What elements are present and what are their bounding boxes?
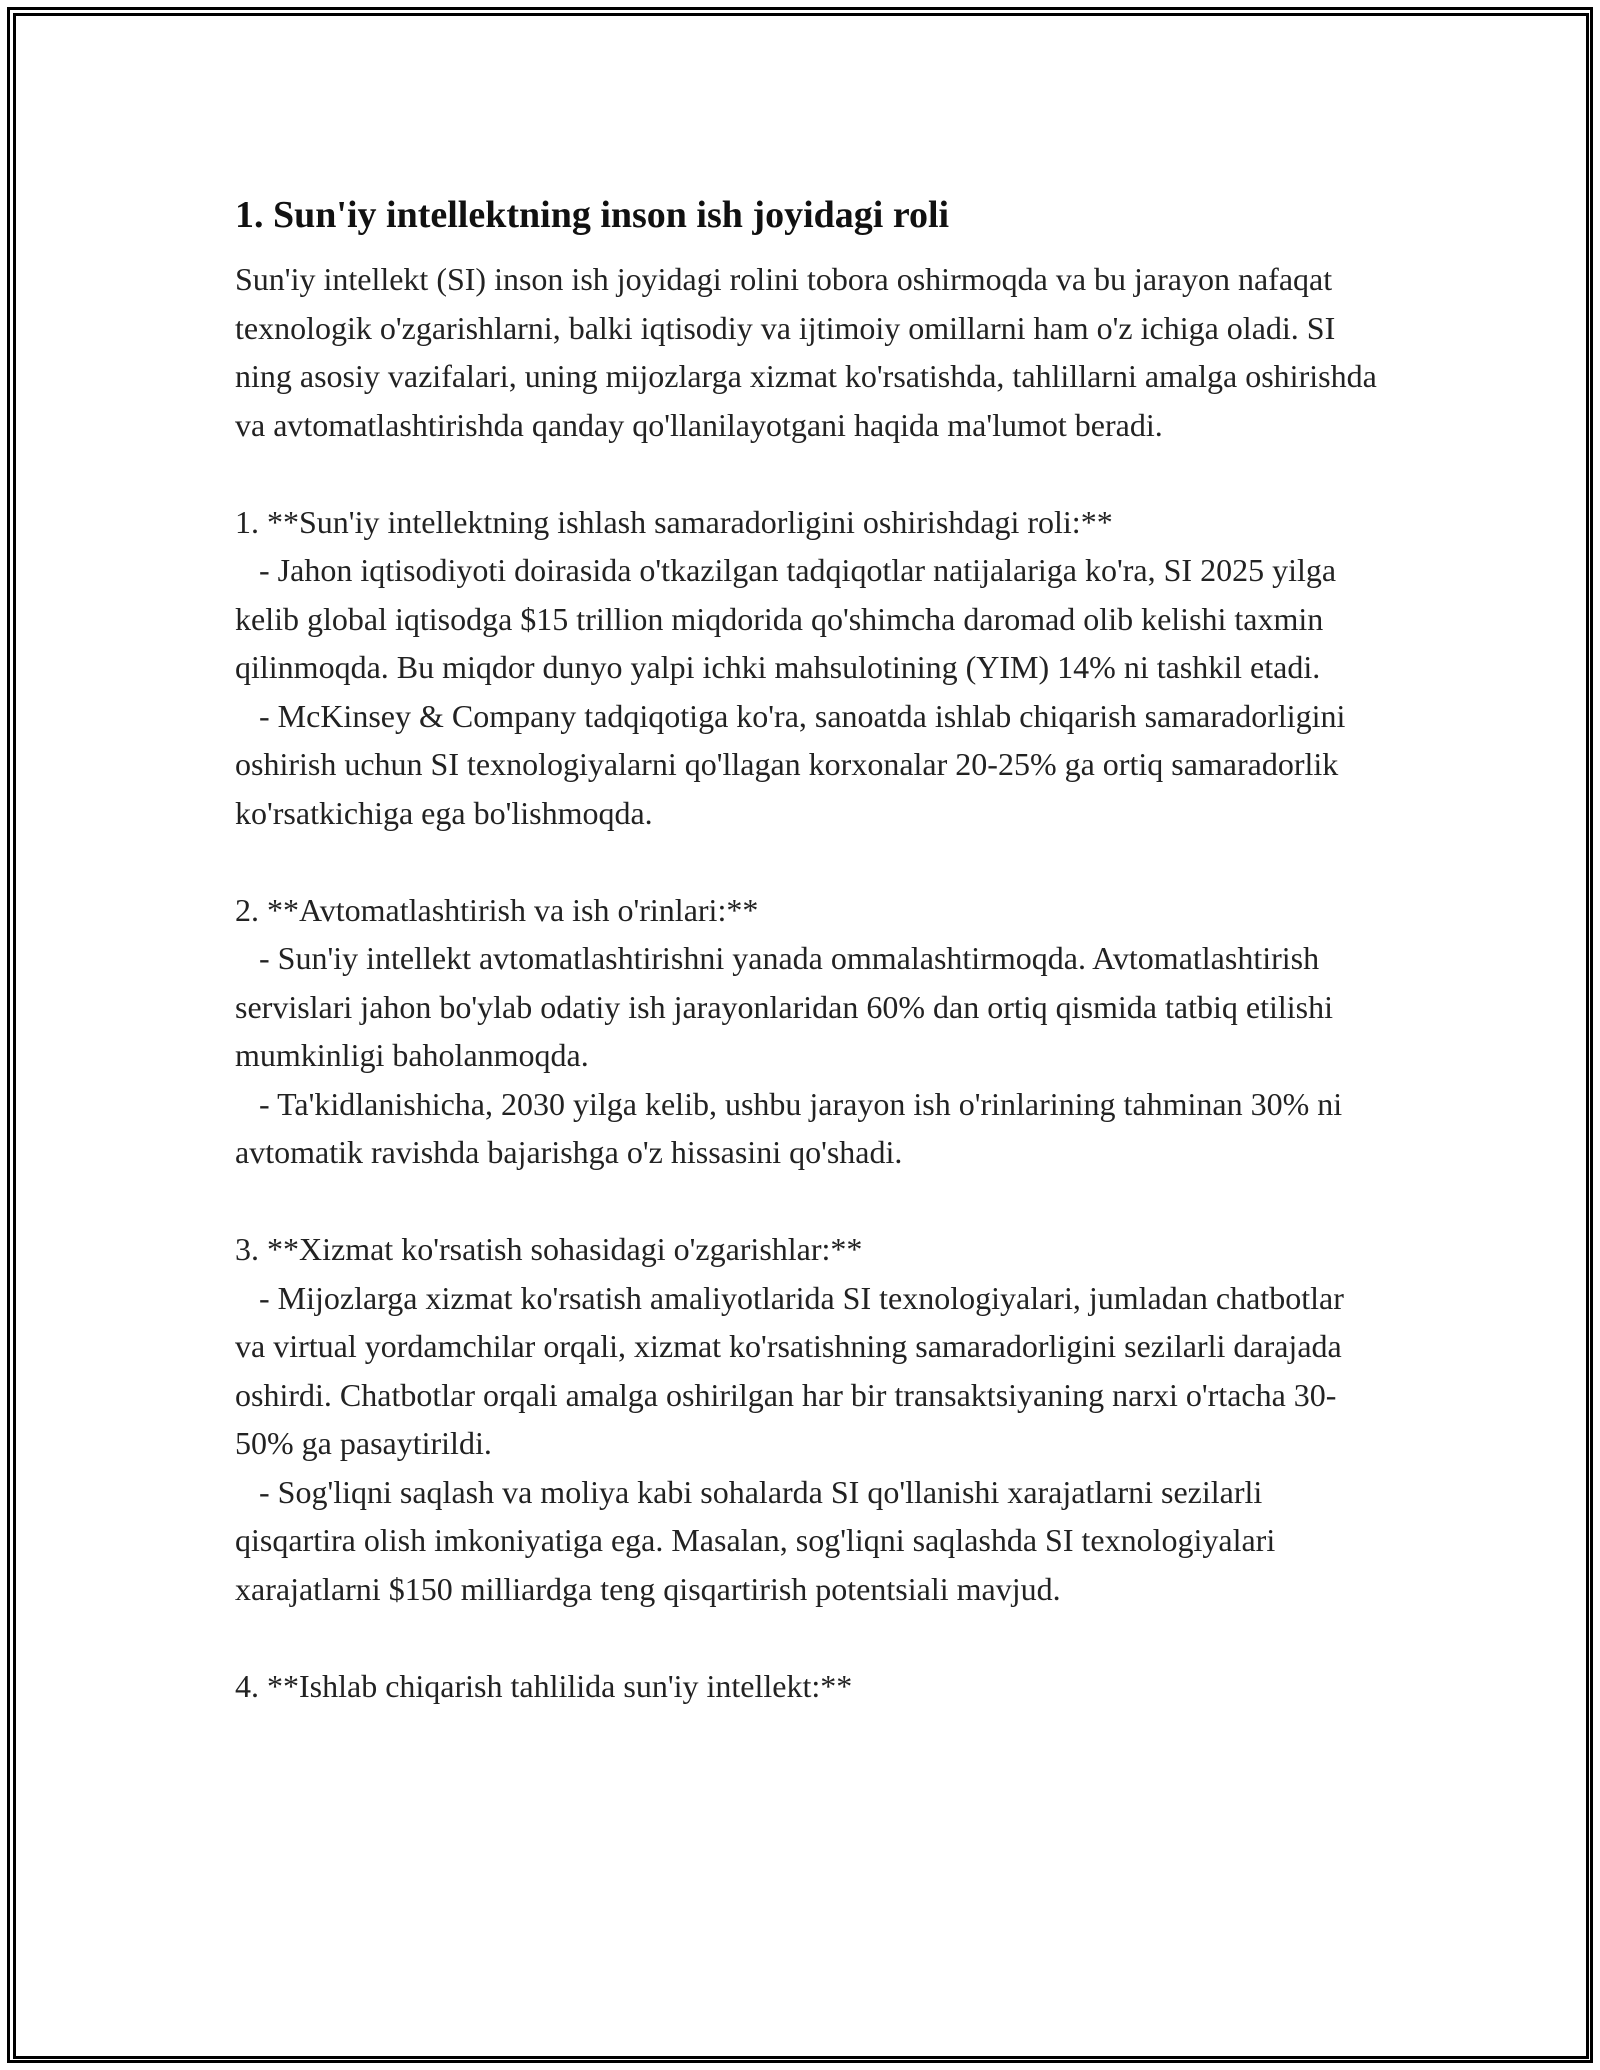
section-item: - McKinsey & Company tadqiqotiga ko'ra, sanoatda ishlab chiqarish samaradorligini oshirish uchun SI texnologiyalarni qo'llagan korxonalar 20-25% ga ortiq samaradorlik ko'rsatkichiga ega bo'lishmoqda. (235, 697, 1354, 831)
section-2 (235, 886, 1380, 1177)
section-4 (235, 1662, 1380, 1711)
section-item: - Ta'kidlanishicha, 2030 yilga kelib, ushbu jarayon ish o'rinlarining tahminan 30% ni avtomatik ravishda bajarishga o'z hissasini qo'shadi. (235, 1085, 1351, 1170)
section-item: - Mijozlarga xizmat ko'rsatish amaliyotlarida SI texnologiyalari, jumladan chatbotlar va virtual yordamchilar orqali, xizmat ko'rsatishning samaradorligini sezilarli darajada oshirdi. Chatbotlar orqali amalga oshirilgan har bir transaktsiyaning narxi o'rtacha 30-50% ga pasaytirildi. (235, 1279, 1352, 1461)
section-1 (235, 498, 1380, 838)
spacer (235, 449, 1380, 498)
section-3 (235, 1225, 1380, 1613)
section-heading: 2. **Avtomatlashtirish va ish o'rinlari:** (235, 891, 759, 928)
intro-paragraph: Sun'iy intellekt (SI) inson ish joyidagi rolini tobora oshirmoqda va bu jarayon nafaqat texnologik o'zgarishlarni, balki iqtisodiy va ijtimoiy omillarni ham o'z ichiga oladi. SI ning asosiy vazifalari, uning mijozlarga xizmat ko'rsatishda, tahlillarni amalga oshirishda va avtomatlashtirishda qanday qo'llanilayotgani haqida ma'lumot beradi. (235, 261, 1385, 443)
document-title: 1. Sun'iy intellektning inson ish joyidagi roli (235, 194, 950, 236)
section-item: - Sun'iy intellekt avtomatlashtirishni yanada ommalashtirmoqda. Avtomatlashtirish servislari jahon bo'ylab odatiy ish jarayonlaridan 60% dan ortiq qismida tatbiq etilishi mumkinligi baholanmoqda. (235, 940, 1341, 1073)
document-page (235, 185, 1385, 1710)
section-heading: 4. **Ishlab chiqarish tahlilida sun'iy intellekt:** (235, 1667, 853, 1704)
section-heading: 3. **Xizmat ko'rsatish sohasidagi o'zgarishlar:** (235, 1231, 863, 1267)
section-item: - Sog'liqni saqlash va moliya kabi sohalarda SI qo'llanishi xarajatlarni sezilarli qisqartira olish imkoniyatiga ega. Masalan, sog'liqni saqlashda SI texnologiyalari xarajatlarni $150 milliardga teng qisqartirish potentsiali mavjud. (235, 1473, 1284, 1607)
spacer (235, 1177, 1380, 1226)
spacer (235, 1613, 1380, 1662)
section-item: - Jahon iqtisodiyoti doirasida o'tkazilgan tadqiqotlar natijalariga ko'ra, SI 2025 yilga kelib global iqtisodga $15 trillion miqdorida qo'shimcha daromad olib kelishi taxmin qilinmoqda. Bu miqdor dunyo yalpi ichki mahsulotining (YIM) 14% ni tashkil etadi. (235, 552, 1345, 685)
spacer (235, 837, 1380, 886)
section-heading: 1. **Sun'iy intellektning ishlash samaradorligini oshirishdagi roli:** (235, 503, 1113, 540)
